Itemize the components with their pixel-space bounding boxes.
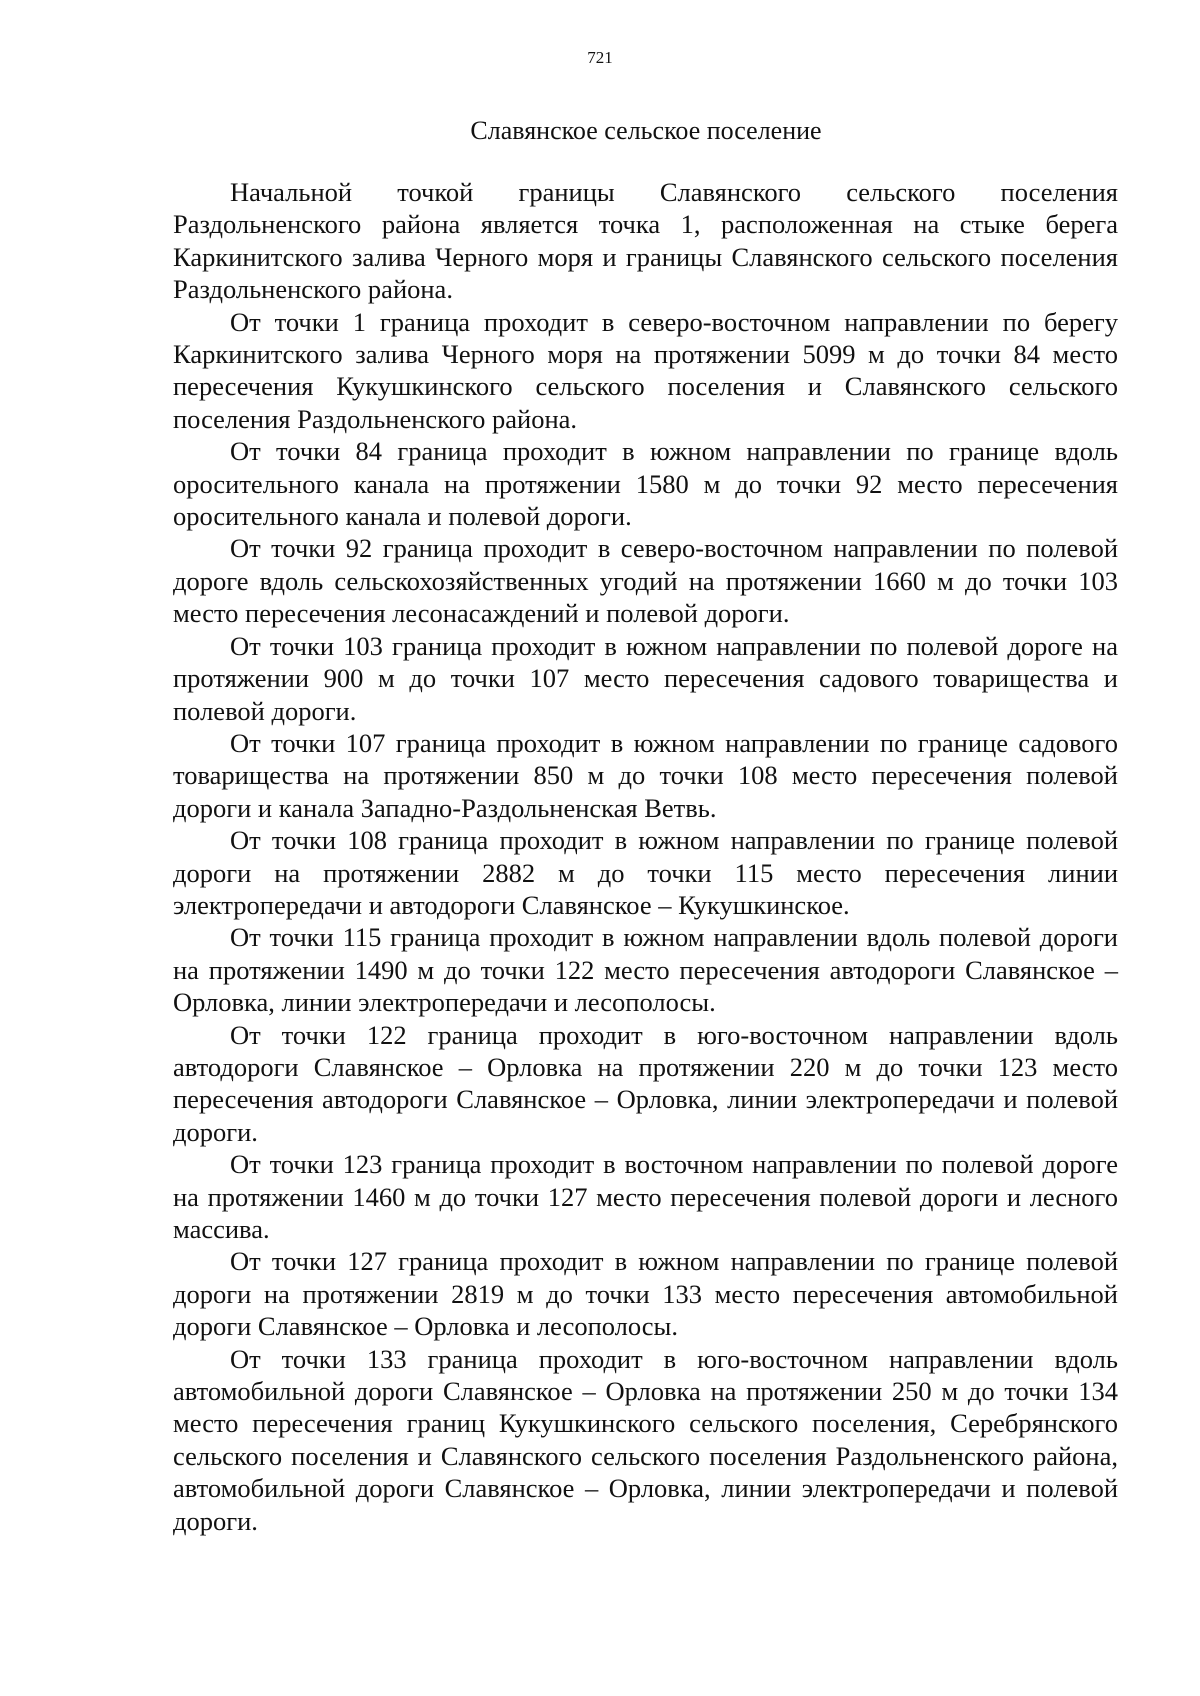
paragraph-point-122: От точки 122 граница проходит в юго-восточном направлении вдоль автодороги Славянское – Орловка на протяжении 220 м до точки 123 место пересечения автодороги Славянское – Орловка, линии электропередачи и полевой дороги. [173, 1019, 1118, 1147]
paragraph-point-123: От точки 123 граница проходит в восточном направлении по полевой дороге на протяжении 1460 м до точки 127 место пересечения полевой дороги и лесного массива. [173, 1149, 1118, 1244]
paragraph-point-84: От точки 84 граница проходит в южном направлении по границе вдоль оросительного канала на протяжении 1580 м до точки 92 место пересечения оросительного канала и полевой дороги. [173, 436, 1118, 532]
paragraph-point-103: От точки 103 граница проходит в южном направлении по полевой дороге на протяжении 900 м до точки 107 место пересечения садового товарищества и полевой дороги. [173, 630, 1118, 726]
paragraph-point-1: От точки 1 граница проходит в северо-восточном направлении по берегу Каркинитского залива Черного моря на протяжении 5099 м до точки 84 место пересечения Кукушкинского сельского поселения и Славянского сельского поселения Раздольненского района. [173, 306, 1118, 434]
paragraph-point-108: От точки 108 граница проходит в южном направлении по границе полевой дороги на протяжении 2882 м до точки 115 место пересечения линии электропередачи и автодороги Славянское – Кукушкинское. [173, 825, 1118, 920]
paragraph-point-127: От точки 127 граница проходит в южном направлении по границе полевой дороги на протяжении 2819 м до точки 133 место пересечения автомобильной дороги Славянское – Орловка и лесополосы. [173, 1246, 1118, 1342]
document-title: Славянское сельское поселение [470, 116, 822, 145]
paragraph-point-107: От точки 107 граница проходит в южном направлении по границе садового товарищества на протяжении 850 м до точки 108 место пересечения полевой дороги и канала Западно-Раздольненская Ветвь. [173, 727, 1118, 823]
paragraph-point-92: От точки 92 граница проходит в северо-восточном направлении по полевой дороге вдоль сельскохозяйственных угодий на протяжении 1660 м до точки 103 место пересечения лесонасаждений и полевой дороги. [173, 533, 1118, 629]
paragraph-start-point: Начальной точкой границы Славянского сельского поселения Раздольненского района является точка 1, расположенная на стыке берега Каркинитского залива Черного моря и границы Славянского сельского поселения Раздольненского района. [173, 177, 1118, 305]
page-number: 721 [587, 48, 613, 67]
paragraph-point-115: От точки 115 граница проходит в южном направлении вдоль полевой дороги на протяжении 1490 м до точки 122 место пересечения автодороги Славянское – Орловка, линии электропередачи и лесополосы. [173, 922, 1118, 1018]
document-body [173, 176, 1118, 1537]
paragraph-point-133: От точки 133 граница проходит в юго-восточном направлении вдоль автомобильной дороги Славянское – Орловка на протяжении 250 м до точки 134 место пересечения границ Кукушкинского сельского поселения, Серебрянского сельского поселения и Славянского сельского поселения Раздольненского района, автомобильной дороги Славянское – Орловка, линии электропередачи и полевой дороги. [173, 1343, 1118, 1536]
